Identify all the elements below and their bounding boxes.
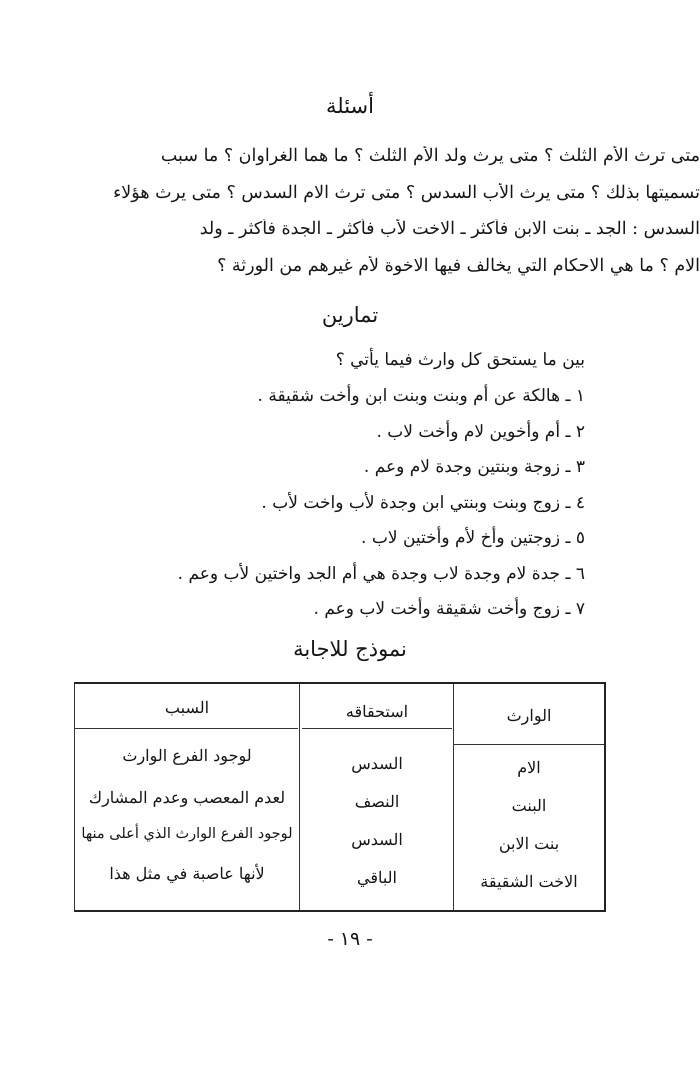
header-heir: الوارث [506,706,552,725]
question-line: تسميتها بذلك ؟ متى يرث الأب السدس ؟ متى ترث الام السدس ؟ متى يرث هؤلاء [113,183,700,203]
exercises-list [178,386,585,635]
question-line: متى ترث الأم الثلث ؟ متى يرث ولد الأم الثلث ؟ ما هما الغراوان ؟ ما سبب [160,146,700,166]
exercises-heading: تمارين [321,303,379,327]
question-line: السدس : الجد ـ بنت الابن فأكثر ـ الاخت لأب فأكثر ـ الجدة فأكثر ـ ولد [199,219,700,239]
exercise-item: ٢ ـ أم وأخوين لام وأخت لاب . [376,421,585,442]
exercise-item: ٥ ـ زوجتين وأخ لأم وأختين لاب . [361,528,585,548]
table-cell-heir: البنت [511,796,547,815]
table-cell-heir: بنت الابن [498,834,560,853]
exercise-item: ٤ ـ زوج وبنت وبنتي ابن وجدة لأب واخت لأب . [261,492,585,513]
table-cell-heir: الاخت الشقيقة [480,872,578,891]
exercise-item: ١ ـ هالكة عن أم وبنت وبنت ابن وأخت شقيقة . [257,386,585,406]
table-cell-heir: الام [517,758,541,777]
header-rule [454,744,604,745]
header-rule [74,728,298,729]
model-answer-heading: نموذج للاجابة [293,637,407,661]
table-cell-reason: لعدم المعصب وعدم المشارك [88,788,286,807]
exercises-prompt: بين ما يستحق كل وارث فيما يأتي ؟ [335,350,585,370]
model-answer-table [74,682,606,912]
exercise-item: ٦ ـ جدة لام وجدة لاب وجدة هي أم الجد واختين لأب وعم . [177,563,585,584]
questions-heading: أسئلة [326,94,374,118]
header-rule [302,728,452,729]
header-share: استحقاقه [345,702,409,721]
question-line: الام ؟ ما هي الاحكام التي يخالف فيها الاخوة لأم غيرهم من الورثة ؟ [217,256,700,276]
table-cell-reason: لوجود الفرع الوارث الذي أعلى منها [81,826,293,842]
exercise-item: ٣ ـ زوجة وبنتين وجدة لام وعم . [363,457,585,477]
table-cell-share: السدس [351,830,403,849]
table-cell-share: الباقي [356,868,397,887]
exercise-item: ٧ ـ زوج وأخت شقيقة وأخت لاب وعم . [313,599,585,619]
table-cell-reason: لأنها عاصبة في مثل هذا [109,864,265,883]
table-cell-reason: لوجود الفرع الوارث [122,746,252,765]
header-reason: السبب [164,698,210,717]
table-cell-share: السدس [351,754,403,773]
page-number: - ١٩ - [327,928,373,950]
table-cell-share: النصف [354,792,400,811]
